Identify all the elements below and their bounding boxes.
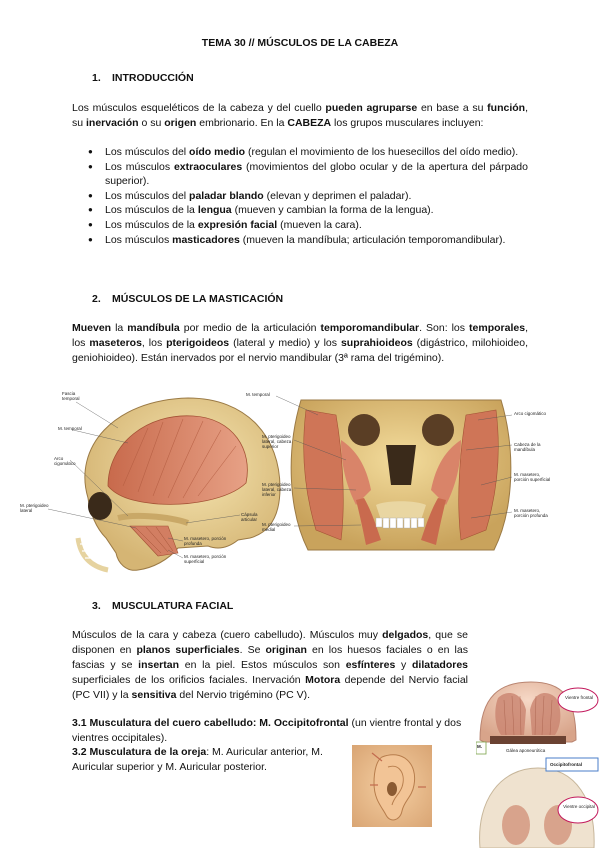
text-run: Los músculos xyxy=(105,233,173,246)
text-run: superficiales de los orificios faciales. Inervación xyxy=(72,674,306,686)
text-run: (regulan el movimiento de los huesecillos del oído medio). xyxy=(245,146,519,158)
text-run: (lateral y medio) y los xyxy=(229,337,341,349)
text-run: Los músculos xyxy=(105,160,174,173)
section-1-heading: 1. INTRODUCCIÓN xyxy=(92,72,194,84)
bold-run: expresión facial xyxy=(197,218,278,231)
bold-run: origen xyxy=(164,117,197,129)
text-run: Los músculos esqueléticos de la cabeza y del cuello xyxy=(72,102,326,114)
text-run: (elevan y deprimen el paladar). xyxy=(263,189,412,202)
skull-label-masetero-profunda: M. masetero, porción profunda xyxy=(184,536,227,546)
text-run: , los xyxy=(141,337,167,349)
bold-run: insertan xyxy=(138,659,180,671)
bold-run: paladar blando xyxy=(189,189,264,202)
list-item xyxy=(88,189,528,204)
text-run: (mueven y cambian la forma de la lengua). xyxy=(231,204,434,217)
bold-run: esfínteres xyxy=(345,659,396,671)
text-run: en base a su xyxy=(417,102,488,114)
text-run: la xyxy=(111,322,128,334)
section-3-2-text xyxy=(72,745,348,775)
skull-label-capsula-articular: Cápsula articular xyxy=(241,512,258,522)
bold-run: pterigoideos xyxy=(166,337,230,349)
bold-run: temporales xyxy=(469,322,526,334)
list-item xyxy=(88,218,528,233)
bold-run: delgados xyxy=(382,629,429,641)
occipitofrontal-figure xyxy=(476,680,600,848)
text-run: Los músculos de la xyxy=(105,204,198,217)
ear-figure xyxy=(352,745,432,827)
skull-label-fascia-temporal: Fascia temporal xyxy=(62,391,80,401)
section-1-intro xyxy=(72,101,528,131)
bold-run: Mueven xyxy=(72,322,112,334)
text-run: . Son: los xyxy=(419,322,470,334)
label-m-cut: M. xyxy=(477,744,482,749)
skull-label-arco-cigomatico: Arco cigomático xyxy=(54,456,76,466)
label-vientre-frontal: Vientre frontal xyxy=(565,695,593,700)
bold-run: CABEZA xyxy=(287,117,332,129)
text-run: en los huesos faciales o en las fascias y se xyxy=(72,644,468,671)
skull-label-m-pterigoideo-lateral: M. pterigoideo lateral xyxy=(20,503,49,513)
bold-run: lengua xyxy=(197,204,232,217)
bold-run: maseteros xyxy=(89,337,142,349)
text-run: Los músculos del xyxy=(105,189,190,202)
bold-run: Motora xyxy=(305,674,341,686)
front-label-pterigoideo-inferior: M. pterigoideo lateral, cabeza inferior xyxy=(262,482,292,497)
skull-frontal-figure xyxy=(246,390,554,558)
text-run: , que se disponen en xyxy=(72,629,468,656)
text-run: Los músculos de la xyxy=(105,218,198,231)
bold-run: oído medio xyxy=(189,146,246,158)
list-item xyxy=(88,145,528,160)
section-2-text xyxy=(72,321,528,366)
text-run: en la piel. Estos músculos son xyxy=(179,659,346,671)
text-run: , los xyxy=(72,322,528,349)
list-item xyxy=(88,160,528,189)
text-run: Los músculos del xyxy=(105,146,190,158)
section-2-heading: 2. MÚSCULOS DE LA MASTICACIÓN xyxy=(92,293,284,305)
bold-run: 3.2 Musculatura de la oreja xyxy=(72,746,207,758)
bold-run: pueden agruparse xyxy=(325,102,418,114)
text-run: embrionario. En la xyxy=(196,117,288,129)
page-title: TEMA 30 // MÚSCULOS DE LA CABEZA xyxy=(201,37,399,49)
text-run: (un vientre frontal y dos vientres occipitales). xyxy=(72,717,462,744)
text-run: : M. Auricular anterior, M. Auricular superior y M. Auricular posterior. xyxy=(72,746,323,773)
skull-label-m-temporal: M. temporal xyxy=(58,426,82,431)
text-run: los grupos musculares incluyen: xyxy=(331,117,484,129)
bold-run: planos superficiales xyxy=(136,644,240,656)
text-run: (digástrico, milohioideo, geniohioideo). Están inervados por el nervio mandibular (3ª rama del trigémino). xyxy=(72,337,528,364)
front-label-cabeza-mandibula: Cabeza de la mandíbula xyxy=(514,442,541,452)
bold-run: función xyxy=(487,102,526,114)
bold-run: mandíbula xyxy=(127,322,180,334)
front-label-pterigoideo-superior: M. pterigoideo lateral, cabeza superior xyxy=(262,434,292,449)
section-3-heading: 3. MUSCULATURA FACIAL xyxy=(92,600,234,612)
text-run: (mueven la mandíbula; articulación temporomandibular). xyxy=(239,233,506,246)
text-run: . Se xyxy=(239,644,266,656)
front-label-pterigoideo-medial: M. pterigoideo medial xyxy=(262,522,291,532)
bold-run: sensitiva xyxy=(131,689,177,701)
label-occipitofrontal: Occipitofrontal xyxy=(550,762,583,767)
list-item xyxy=(88,233,528,248)
bold-run: suprahioideos xyxy=(340,337,413,349)
section-3-text xyxy=(72,628,468,703)
text-run: (mueven la cara). xyxy=(277,218,362,231)
text-run: y xyxy=(395,659,412,671)
front-label-m-temporal: M. temporal xyxy=(246,392,270,397)
bold-run: originan xyxy=(265,644,307,656)
skull-frontal-image xyxy=(246,390,554,558)
bold-run: temporomandibular xyxy=(320,322,420,334)
text-run: del Nervio trigémino (PC V). xyxy=(176,689,311,701)
skull-label-masetero-superficial: M. masetero, porción superficial xyxy=(184,554,227,564)
text-run: por medio de la articulación xyxy=(179,322,321,334)
bold-run: extraoculares xyxy=(173,160,243,173)
text-run: (movimientos del globo ocular y de la apertura del párpado superior). xyxy=(105,160,528,188)
text-run: , su xyxy=(72,102,529,129)
list-item xyxy=(88,203,528,218)
section-3-1-text xyxy=(72,716,470,746)
label-galea-aponeurotica: Gálea aponeurótica xyxy=(506,748,546,753)
bold-run: masticadores xyxy=(172,233,240,246)
front-label-masetero-superficial: M. masetero, porción superficial xyxy=(514,472,551,482)
text-run: depende del Nervio facial (PC VII) y la xyxy=(72,674,468,701)
section-1-list xyxy=(88,145,528,247)
text-run: o su xyxy=(138,117,165,129)
bold-run: 3.1 Musculatura del cuero cabelludo: M. Occipitofrontal xyxy=(72,717,349,729)
ear-image xyxy=(352,745,432,827)
front-label-arco-cigomatico: Arco cigomático xyxy=(514,411,547,416)
bold-run: dilatadores xyxy=(411,659,469,671)
label-vientre-occipital: Vientre occipital xyxy=(563,804,595,809)
bold-run: inervación xyxy=(86,117,139,129)
front-label-masetero-profunda: M. masetero, porción profunda xyxy=(514,508,548,518)
text-run: Músculos de la cara y cabeza (cuero cabelludo). Músculos muy xyxy=(72,629,383,641)
